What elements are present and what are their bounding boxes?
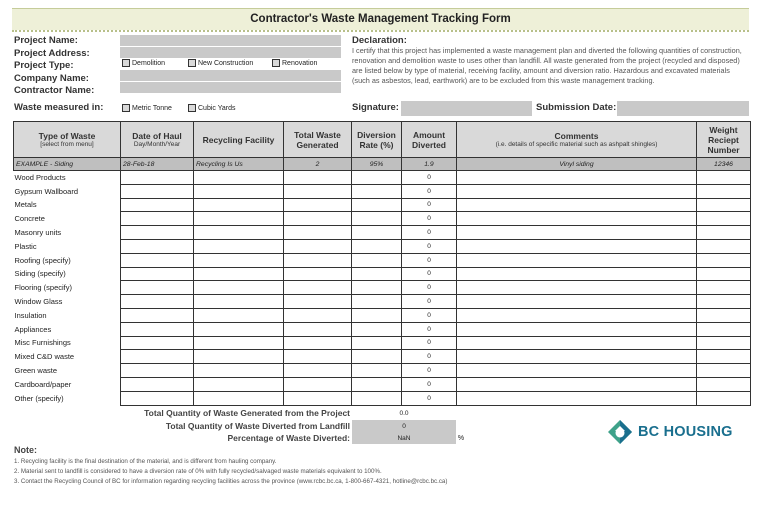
receipt-cell[interactable] — [697, 267, 751, 281]
receipt-cell[interactable] — [697, 281, 751, 295]
total-cell[interactable] — [284, 364, 352, 378]
facility-cell[interactable] — [194, 171, 284, 185]
table-row — [14, 226, 751, 240]
bc-housing-logo — [607, 419, 733, 445]
date-cell[interactable] — [121, 226, 194, 240]
receipt-cell[interactable] — [697, 184, 751, 198]
rate-cell[interactable] — [352, 184, 402, 198]
receipt-cell[interactable] — [697, 226, 751, 240]
project-type-demolition[interactable] — [122, 59, 165, 67]
header-diversion-rate: Diversion Rate (%) — [352, 122, 402, 158]
facility-cell[interactable] — [194, 198, 284, 212]
rate-cell[interactable] — [352, 308, 402, 322]
renovation-label: Renovation — [282, 59, 318, 67]
rate-cell[interactable] — [352, 267, 402, 281]
percentage-value: NaN — [397, 435, 411, 442]
submission-date-label: Submission Date: — [536, 102, 617, 113]
facility-cell[interactable] — [194, 239, 284, 253]
submission-date-field[interactable] — [617, 101, 749, 116]
receipt-cell[interactable] — [697, 308, 751, 322]
date-cell[interactable] — [121, 198, 194, 212]
facility-cell[interactable] — [194, 350, 284, 364]
comment-cell[interactable] — [457, 350, 697, 364]
rate-cell[interactable] — [352, 295, 402, 309]
percentage-label: Percentage of Waste Diverted: — [227, 433, 350, 443]
waste-type-cell: Insulation — [14, 310, 47, 320]
amount-cell: 0 — [402, 377, 457, 391]
date-cell[interactable] — [121, 184, 194, 198]
date-cell[interactable] — [121, 308, 194, 322]
house-logo-icon — [607, 419, 633, 445]
comment-cell[interactable] — [457, 212, 697, 226]
receipt-cell[interactable] — [697, 253, 751, 267]
amount-cell: 0 — [402, 267, 457, 281]
facility-cell[interactable] — [194, 295, 284, 309]
table-row — [14, 364, 751, 378]
facility-cell[interactable] — [194, 391, 284, 405]
table-row — [14, 336, 751, 350]
company-name-label: Company Name: — [14, 72, 89, 84]
measure-metric-tonne[interactable] — [122, 104, 172, 112]
amount-cell: 0 — [402, 212, 457, 226]
date-cell[interactable] — [121, 336, 194, 350]
header-type-of-waste: Type of Waste [select from menu] — [14, 122, 121, 158]
table-row — [14, 295, 751, 309]
project-labels — [14, 35, 94, 98]
table-row — [14, 281, 751, 295]
table-row — [14, 377, 751, 391]
receipt-cell[interactable] — [697, 198, 751, 212]
checkbox-icon[interactable] — [122, 59, 130, 67]
comment-cell[interactable] — [457, 267, 697, 281]
signature-field[interactable] — [401, 101, 532, 116]
total-cell[interactable] — [284, 171, 352, 185]
total-cell[interactable] — [284, 391, 352, 405]
total-cell[interactable] — [284, 267, 352, 281]
note-item: 3. Contact the Recycling Council of BC for information regarding recycling facilities across the province (www.rcbc.bc.ca, 1-800-667-4321, hotline@rcbc.bc.ca) — [14, 477, 448, 485]
facility-cell[interactable] — [194, 322, 284, 336]
checkbox-icon[interactable] — [272, 59, 280, 67]
date-cell[interactable] — [121, 212, 194, 226]
comment-cell[interactable] — [457, 377, 697, 391]
notes-list — [14, 457, 447, 486]
total-cell[interactable] — [284, 239, 352, 253]
rate-cell[interactable] — [352, 350, 402, 364]
waste-type-cell: Siding (specify) — [14, 269, 66, 279]
receipt-cell[interactable] — [697, 336, 751, 350]
facility-cell[interactable] — [194, 253, 284, 267]
comment-cell[interactable] — [457, 281, 697, 295]
example-type: EXAMPLE - Siding — [14, 158, 121, 171]
project-name-field[interactable] — [120, 35, 341, 46]
rate-cell[interactable] — [352, 377, 402, 391]
field-divider — [283, 46, 341, 47]
waste-table — [13, 121, 751, 406]
receipt-cell[interactable] — [697, 239, 751, 253]
note-title: Note: — [14, 445, 37, 455]
comment-cell[interactable] — [457, 226, 697, 240]
comment-cell[interactable] — [457, 391, 697, 405]
note-item: 1. Recycling facility is the final destination of the material, and is different from hauling company. — [14, 458, 277, 465]
amount-cell: 0 — [402, 295, 457, 309]
header-amount-diverted: Amount Diverted — [402, 122, 457, 158]
facility-cell[interactable] — [194, 212, 284, 226]
amount-cell: 0 — [402, 198, 457, 212]
total-cell[interactable] — [284, 377, 352, 391]
metric-tonne-label: Metric Tonne — [132, 104, 172, 112]
amount-cell: 0 — [402, 184, 457, 198]
project-address-label: Project Address: — [14, 47, 90, 59]
waste-type-cell: Concrete — [14, 214, 45, 224]
total-cell[interactable] — [284, 198, 352, 212]
rate-cell[interactable] — [352, 212, 402, 226]
table-row — [14, 322, 751, 336]
receipt-cell[interactable] — [697, 212, 751, 226]
waste-type-cell: Gypsum Wallboard — [14, 186, 78, 196]
table-row — [14, 253, 751, 267]
total-cell[interactable] — [284, 184, 352, 198]
header-recycling-facility: Recycling Facility — [194, 122, 284, 158]
waste-type-cell: Cardboard/paper — [14, 379, 72, 389]
total-cell[interactable] — [284, 308, 352, 322]
facility-cell[interactable] — [194, 377, 284, 391]
waste-type-cell: Green waste — [14, 366, 58, 376]
header-weight-receipt: Weight Reciept Number — [697, 122, 751, 158]
header-date-of-haul: Date of Haul Day/Month/Year — [121, 122, 194, 158]
comment-cell[interactable] — [457, 239, 697, 253]
signature-label: Signature: — [352, 102, 399, 113]
amount-cell: 0 — [402, 226, 457, 240]
waste-type-cell: Wood Products — [14, 173, 66, 183]
example-rate: 95% — [352, 158, 402, 171]
table-row — [14, 184, 751, 198]
total-generated-value: 0.0 — [399, 410, 409, 417]
rate-cell[interactable] — [352, 198, 402, 212]
company-name-field[interactable] — [120, 70, 341, 81]
waste-type-cell: Misc Furnishings — [14, 338, 71, 348]
date-cell[interactable] — [121, 350, 194, 364]
amount-cell: 0 — [402, 391, 457, 405]
measured-label: Waste measured in: — [14, 102, 104, 113]
total-cell[interactable] — [284, 295, 352, 309]
example-row — [14, 158, 751, 171]
amount-cell: 0 — [402, 336, 457, 350]
table-row — [14, 308, 751, 322]
waste-type-cell: Appliances — [14, 324, 52, 334]
total-cell[interactable] — [284, 350, 352, 364]
receipt-cell[interactable] — [697, 295, 751, 309]
facility-cell[interactable] — [194, 281, 284, 295]
waste-type-cell: Window Glass — [14, 297, 63, 307]
rate-cell[interactable] — [352, 226, 402, 240]
rate-cell[interactable] — [352, 281, 402, 295]
date-cell[interactable] — [121, 267, 194, 281]
checkbox-icon[interactable] — [122, 104, 130, 112]
project-address-field[interactable] — [120, 47, 341, 58]
date-cell[interactable] — [121, 239, 194, 253]
rate-cell[interactable] — [352, 391, 402, 405]
rate-cell[interactable] — [352, 336, 402, 350]
receipt-cell[interactable] — [697, 364, 751, 378]
date-cell[interactable] — [121, 281, 194, 295]
amount-cell: 0 — [402, 350, 457, 364]
waste-type-cell: Flooring (specify) — [14, 283, 73, 293]
amount-cell: 0 — [402, 281, 457, 295]
total-cell[interactable] — [284, 281, 352, 295]
waste-type-cell: Metals — [14, 200, 37, 210]
waste-type-cell: Masonry units — [14, 228, 62, 238]
table-row — [14, 350, 751, 364]
facility-cell[interactable] — [194, 308, 284, 322]
comment-cell[interactable] — [457, 322, 697, 336]
date-cell[interactable] — [121, 322, 194, 336]
receipt-cell[interactable] — [697, 391, 751, 405]
amount-cell: 0 — [402, 171, 457, 185]
comment-cell[interactable] — [457, 364, 697, 378]
facility-cell[interactable] — [194, 226, 284, 240]
project-type-label: Project Type: — [14, 60, 74, 71]
declaration-title: Declaration: — [352, 35, 407, 46]
project-type-renovation[interactable] — [272, 59, 317, 67]
total-cell[interactable] — [284, 336, 352, 350]
example-receipt: 12346 — [697, 158, 751, 171]
rate-cell[interactable] — [352, 364, 402, 378]
date-cell[interactable] — [121, 391, 194, 405]
table-row — [14, 239, 751, 253]
receipt-cell[interactable] — [697, 377, 751, 391]
checkbox-icon[interactable] — [188, 59, 196, 67]
amount-cell: 0 — [402, 239, 457, 253]
total-diverted-value: 0 — [402, 423, 406, 430]
checkbox-icon[interactable] — [188, 104, 196, 112]
waste-type-cell: Roofing (specify) — [14, 255, 71, 265]
receipt-cell[interactable] — [697, 171, 751, 185]
facility-cell[interactable] — [194, 336, 284, 350]
example-amount: 1.9 — [402, 158, 457, 171]
receipt-cell[interactable] — [697, 350, 751, 364]
project-type-new-construction[interactable] — [188, 59, 253, 67]
percent-sign: % — [457, 435, 465, 442]
total-cell[interactable] — [284, 322, 352, 336]
table-row — [14, 391, 751, 405]
amount-cell: 0 — [402, 308, 457, 322]
comment-cell[interactable] — [457, 184, 697, 198]
note-item: 2. Material sent to landfill is considered to have a diversion rate of 0% with fully recycled/salvaged waste materials equivalent to 100%. — [14, 467, 382, 475]
total-cell[interactable] — [284, 253, 352, 267]
date-cell[interactable] — [121, 171, 194, 185]
table-row — [14, 267, 751, 281]
form-title: Contractor's Waste Management Tracking Form — [12, 8, 749, 30]
total-cell[interactable] — [284, 212, 352, 226]
date-cell[interactable] — [121, 364, 194, 378]
facility-cell[interactable] — [194, 267, 284, 281]
table-row — [14, 198, 751, 212]
demolition-label: Demolition — [132, 59, 166, 67]
example-facility: Recycling Is Us — [194, 158, 284, 171]
comment-cell[interactable] — [457, 295, 697, 309]
field-divider — [283, 81, 341, 82]
receipt-cell[interactable] — [697, 322, 751, 336]
example-comment: Vinyl siding — [457, 158, 697, 171]
comment-cell[interactable] — [457, 253, 697, 267]
date-cell[interactable] — [121, 253, 194, 267]
waste-type-cell: Plastic — [14, 241, 37, 251]
measure-cubic-yards[interactable] — [188, 104, 235, 112]
header-total-waste: Total Waste Generated — [284, 122, 352, 158]
rate-cell[interactable] — [352, 322, 402, 336]
table-row — [14, 171, 751, 185]
facility-cell[interactable] — [194, 364, 284, 378]
waste-type-cell: Mixed C&D waste — [14, 352, 75, 362]
logo-text: BC HOUSING — [638, 424, 733, 440]
example-date: 28-Feb-18 — [121, 158, 194, 171]
cubic-yards-label: Cubic Yards — [198, 104, 236, 112]
header-comments: Comments (i.e. details of specific material such as ashpalt shingles) — [457, 122, 697, 158]
comment-cell[interactable] — [457, 171, 697, 185]
contractor-name-label: Contractor Name: — [14, 85, 95, 96]
total-cell[interactable] — [284, 226, 352, 240]
rate-cell[interactable] — [352, 239, 402, 253]
total-diverted-label: Total Quantity of Waste Diverted from Landfill — [165, 421, 350, 431]
project-name-label: Project Name: — [14, 35, 78, 46]
declaration-text: I certify that this project has implemented a waste management plan and diverted the following quantities of construction, renovation and demolition waste to uses other than landfill. All waste generated from the project (recycled and disposed) are listed below by type of material, receiving facility, amount and diversion ratio. Hazardous and excavated materials (such as asbestos, lead, earthwork) are to be excluded from this waste management tracking. — [352, 46, 742, 85]
comment-cell[interactable] — [457, 308, 697, 322]
date-cell[interactable] — [121, 377, 194, 391]
amount-cell: 0 — [402, 364, 457, 378]
total-generated-label: Total Quantity of Waste Generated from the Project — [144, 408, 350, 418]
amount-cell: 0 — [402, 322, 457, 336]
facility-cell[interactable] — [194, 184, 284, 198]
example-total: 2 — [284, 158, 352, 171]
waste-type-cell: Other (specify) — [14, 393, 64, 403]
comment-cell[interactable] — [457, 198, 697, 212]
table-row — [14, 212, 751, 226]
date-cell[interactable] — [121, 295, 194, 309]
contractor-name-field[interactable] — [120, 82, 341, 93]
comment-cell[interactable] — [457, 336, 697, 350]
amount-cell: 0 — [402, 253, 457, 267]
rate-cell[interactable] — [352, 253, 402, 267]
new-construction-label: New Construction — [198, 59, 254, 67]
rate-cell[interactable] — [352, 171, 402, 185]
